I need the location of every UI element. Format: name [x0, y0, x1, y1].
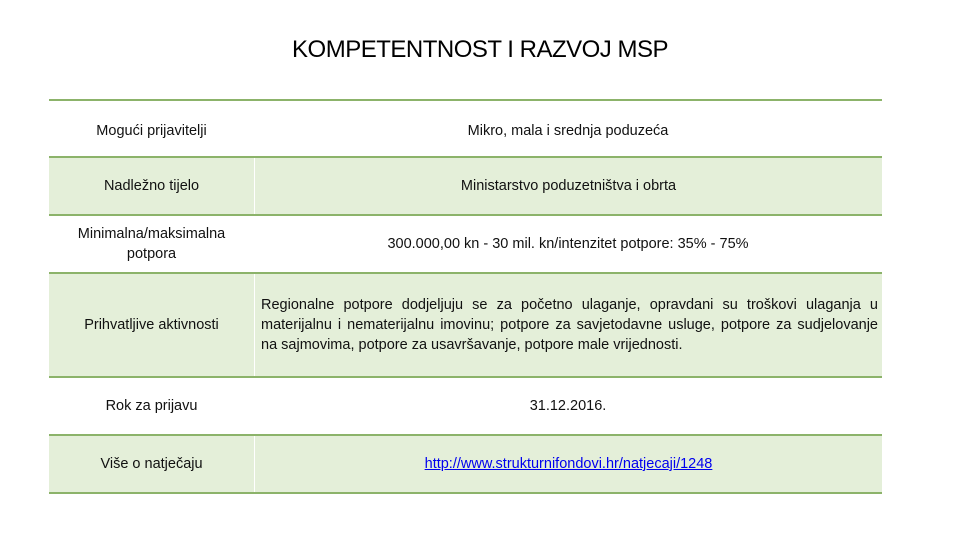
info-table — [49, 99, 882, 494]
row-label: Mogući prijavitelji — [96, 122, 207, 139]
row-label: Rok za prijavu — [105, 398, 198, 414]
table-row-applicants — [49, 101, 882, 158]
row-value: Ministarstvo poduzetništva i obrta — [254, 158, 882, 214]
page-title: KOMPETENTNOST I RAZVOJ MSP — [292, 36, 668, 63]
tender-link[interactable]: http://www.strukturnifondovi.hr/natjecaji/1248 — [424, 456, 713, 472]
row-value: 31.12.2016. — [529, 398, 607, 414]
row-value — [254, 436, 882, 492]
row-value: 300.000,00 kn - 30 mil. kn/intenzitet potpore: 35% - 75% — [387, 236, 749, 252]
table-row-authority — [49, 158, 882, 216]
table-row-support-range — [49, 216, 882, 274]
row-label: Prihvatljive aktivnosti — [84, 317, 219, 333]
table-row-eligible-activities — [49, 274, 882, 378]
row-value: Mikro, mala i srednja poduzeća — [467, 122, 669, 139]
row-label: Više o natječaju — [100, 456, 203, 472]
row-label: Minimalna/maksimalna potpora — [77, 226, 226, 262]
row-value: Regionalne potpore dodjeljuju se za početno ulaganje, opravdani su troškovi ulaganja u materijalnu i nematerijalnu imovinu; potpore za savjetodavne usluge, potpore za sudjelovanje na sajmovima, potpore za usavršavanje, potpore male vrijednosti. — [254, 274, 882, 376]
table-row-deadline — [49, 378, 882, 436]
table-row-more-info — [49, 436, 882, 494]
row-label: Nadležno tijelo — [103, 178, 200, 194]
